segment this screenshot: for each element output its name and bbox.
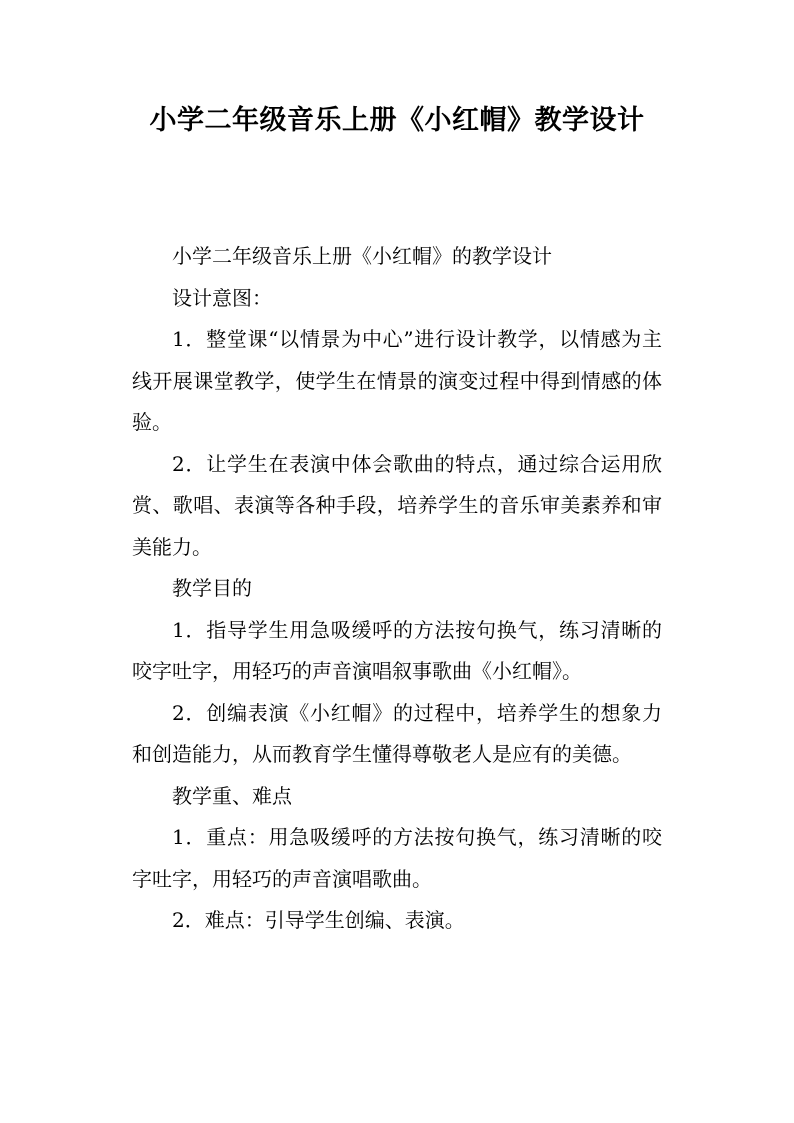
paragraph-design-intent-1: 1．整堂课“以情景为中心”进行设计教学，以情感为主线开展课堂教学，使学生在情景的演变过程中得到情感的体验。 [132, 327, 662, 434]
paragraph-goal-1: 1．指导学生用急吸缓呼的方法按句换气，练习清晰的咬字吐字，用轻巧的声音演唱叙事歌曲《小红帽》。 [132, 617, 662, 683]
document-body [132, 236, 662, 942]
paragraph-goals-heading: 教学目的 [172, 576, 252, 600]
paragraph-key-point-2: 2．难点：引导学生创编、表演。 [172, 908, 465, 932]
paragraph-key-point-1: 1．重点：用急吸缓呼的方法按句换气，练习清晰的咬字吐字，用轻巧的声音演唱歌曲。 [132, 825, 662, 891]
paragraph-design-intent-2: 2．让学生在表演中体会歌曲的特点，通过综合运用欣赏、歌唱、表演等各种手段，培养学生的音乐审美素养和审美能力。 [132, 451, 662, 559]
paragraph-key-points-heading: 教学重、难点 [172, 783, 292, 808]
paragraph-goal-2: 2．创编表演《小红帽》的过程中，培养学生的想象力和创造能力，从而教育学生懂得尊敬老人是应有的美德。 [132, 700, 662, 766]
paragraph-subtitle: 小学二年级音乐上册《小红帽》的教学设计 [172, 244, 552, 268]
document-title: 小学二年级音乐上册《小红帽》教学设计 [149, 105, 645, 136]
paragraph-design-intent-heading: 设计意图： [172, 285, 272, 310]
